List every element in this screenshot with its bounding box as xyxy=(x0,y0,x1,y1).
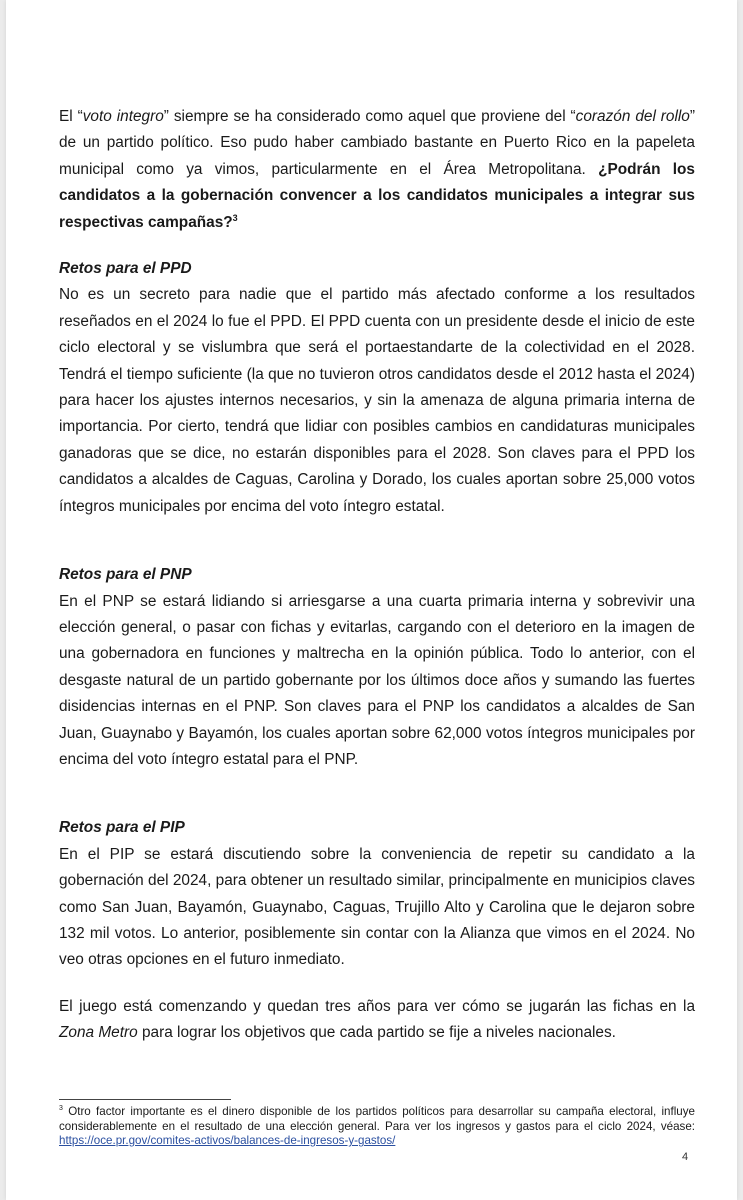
intro-italic-corazon: corazón del rollo xyxy=(575,108,690,125)
footnote-3 xyxy=(59,1105,695,1149)
intro-text-a: El “ xyxy=(59,108,83,125)
footnote-divider xyxy=(59,1099,231,1100)
paragraph-pnp: En el PNP se estará lidiando si arriesgarse a una cuarta primaria interna y sobrevivir una elección general, o pasar con fichas y evitarlas, cargando con el deterioro en la imagen de una gobernadora en funciones y maltrecha en la opinión pública. Todo lo anterior, con el desgaste natural de un partido gobernante por los últimos doce años y sumando las fuertes disidencias internas en el PNP. Son claves para el PNP los candidatos a alcaldes de San Juan, Guaynabo y Bayamón, los cuales aportan sobre 62,000 votos íntegros municipales por encima del voto íntegro estatal para el PNP. xyxy=(59,592,695,768)
footnote-ref-3[interactable]: 3 xyxy=(232,212,238,223)
footnote-text: Otro factor importante es el dinero disponible de los partidos políticos para desarrollar su campaña electoral, influye considerablemente en el resultado de una elección general. Para ver los ingresos y gastos para el ciclo 2024, véase: xyxy=(59,1105,695,1133)
footnote-number: 3 xyxy=(59,1105,63,1113)
closing-paragraph xyxy=(59,994,695,1047)
page-number: 4 xyxy=(682,1151,689,1163)
closing-text-b: para lograr los objetivos que cada partido se fije a niveles nacionales. xyxy=(137,1024,616,1042)
heading-pip: Retos para el PIP xyxy=(59,819,185,837)
heading-pnp: Retos para el PNP xyxy=(59,566,192,584)
document-body xyxy=(59,104,695,1047)
intro-italic-voto: voto integro xyxy=(82,108,164,125)
paragraph-pip: En el PIP se estará discutiendo sobre la conveniencia de repetir su candidato a la gobernación del 2024, para obtener un resultado similar, principalmente en municipios claves como San Juan, Bayamón, Guaynabo, Caguas, Trujillo Alto y Carolina que le dejaron sobre 132 mil votos. Lo anterior, posiblemente sin contar con la Alianza que vimos en el 2024. No veo otras opciones en el futuro inmediato. xyxy=(59,845,695,969)
document-page xyxy=(6,0,737,1200)
intro-text-b: ” siempre se ha considerado como aquel que proviene del “ xyxy=(163,108,576,125)
intro-paragraph xyxy=(59,104,695,236)
closing-italic-zona-metro: Zona Metro xyxy=(59,1024,138,1042)
closing-text-a: El juego está comenzando y quedan tres años para ver cómo se jugarán las fichas en la xyxy=(59,997,695,1015)
intro-text-c: ” de un partido político. Eso pudo haber cambiado bastante en Puerto Rico en la papeleta municipal como ya vimos, particularmente en el Área Metropolitana. xyxy=(59,108,695,178)
intro-bold-question: ¿Podrán los candidatos a la gobernación convencer a los candidatos municipales a integrar sus respectivas campañas? xyxy=(59,160,695,231)
heading-ppd: Retos para el PPD xyxy=(59,260,192,278)
footnote-link[interactable]: https://oce.pr.gov/comites-activos/balances-de-ingresos-y-gastos/ xyxy=(59,1134,396,1148)
paragraph-ppd: No es un secreto para nadie que el partido más afectado conforme a los resultados reseñados en el 2024 lo fue el PPD. El PPD cuenta con un presidente desde el inicio de este ciclo electoral y se vislumbra que será el portaestandarte de la colectividad en el 2028. Tendrá el tiempo suficiente (la que no tuvieron otros candidatos desde el 2012 hasta el 2024) para hacer los ajustes internos necesarios, y sin la amenaza de alguna primaria interna de importancia. Por cierto, tendrá que lidiar con posibles cambios en candidaturas municipales ganadoras que se dice, no estarán disponibles para el 2028. Son claves para el PPD los candidatos a alcaldes de Caguas, Carolina y Dorado, los cuales aportan sobre 25,000 votos íntegros municipales por encima del voto íntegro estatal. xyxy=(59,286,695,515)
